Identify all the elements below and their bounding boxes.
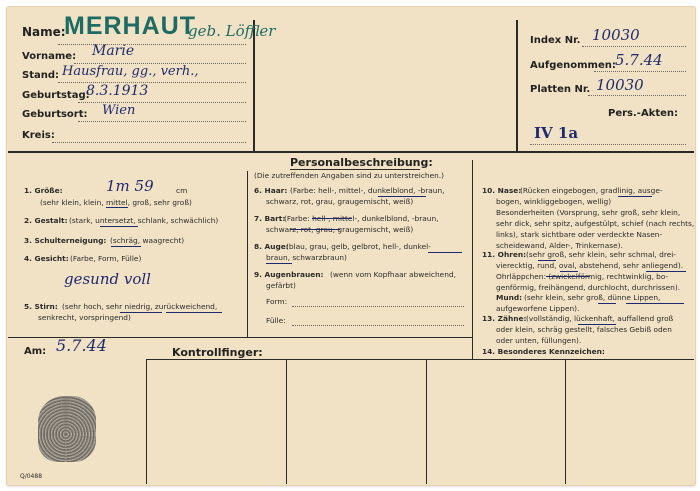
finger-col-2 bbox=[286, 359, 287, 484]
item-10-line-6: scheidewand, Alder-, Trinkernase). bbox=[496, 241, 623, 250]
name-label: Name: bbox=[22, 25, 66, 39]
item-10-line-5: links), stark sichtbare oder verdeckte Nasen- bbox=[496, 230, 663, 239]
item-7-label: 7. Bart: bbox=[254, 214, 286, 223]
underline-dunkelbraun-2 bbox=[266, 263, 292, 264]
underline-sehr-niedrig bbox=[120, 312, 162, 313]
underline-oval bbox=[560, 271, 578, 272]
item-6-label: 6. Haar: bbox=[254, 186, 288, 195]
underline-untersetzt bbox=[100, 226, 138, 227]
item-7-line-1: (Farbe: hell-, mittel-, dunkelblond, -braun, bbox=[284, 214, 439, 223]
item-3-label: 3. Schulterneigung: bbox=[24, 236, 107, 245]
item-1-label: 1. Größe: bbox=[24, 186, 63, 195]
item-13-line-1: (vollständig, lückenhaft, auffallend groß bbox=[526, 314, 674, 323]
item-2-options: (stark, untersetzt, schlank, schwächlich) bbox=[69, 216, 219, 225]
item-13-line-2: oder klein, schräg gestellt, falsches Gebiß oden bbox=[496, 325, 672, 334]
underline-anliegend bbox=[646, 271, 686, 272]
kreis-line bbox=[52, 142, 246, 143]
divider-desc-vertical-2 bbox=[472, 160, 473, 360]
platten-label: Platten Nr. bbox=[530, 84, 591, 95]
item-11-line-4: genförmig, freihängend, durchlocht, durchrissen). bbox=[496, 283, 681, 292]
finger-col-3 bbox=[426, 359, 427, 484]
item-14-label: 14. Besonderes Kennzeichen: bbox=[482, 347, 605, 356]
index-line bbox=[582, 46, 686, 47]
divider-finger-top bbox=[146, 359, 694, 360]
personal-description-title: Personalbeschreibung: bbox=[290, 156, 433, 169]
geburtsort-label: Geburtsort: bbox=[22, 109, 88, 120]
item-13-label: 13. Zähne: bbox=[482, 314, 527, 323]
item-8-line-2: braun, schwarzbraun) bbox=[266, 253, 347, 262]
item-9-line-1: (wenn vom Kopfhaar abweichend, bbox=[330, 270, 456, 279]
item-5-line-1: (sehr hoch, sehr niedrig, zurückweichend, bbox=[62, 302, 218, 311]
item-13-line-3: oder unten, füllungen). bbox=[496, 336, 582, 345]
name-stamp: MERHAUT bbox=[64, 12, 196, 40]
pers-akten-line bbox=[530, 144, 686, 145]
kreis-label: Kreis: bbox=[22, 130, 55, 141]
geburtsort-handwriting: Wien bbox=[102, 103, 136, 118]
item-7-line-2: schwarz, rot, grau, graugemischt, weiß) bbox=[266, 225, 414, 234]
item-9-label: 9. Augenbrauen: bbox=[254, 270, 324, 279]
pers-akten-label: Pers.-Akten: bbox=[608, 108, 679, 119]
underline-gross bbox=[538, 260, 556, 261]
title-underline bbox=[290, 169, 420, 170]
item-1-unit: cm bbox=[176, 186, 188, 195]
item-10-line-3: Besonderheiten (Vorsprung, sehr groß, sehr klein, bbox=[496, 208, 681, 217]
fingerprint-image bbox=[38, 396, 96, 462]
aufgenommen-label: Aufgenommen: bbox=[530, 60, 616, 71]
underline-dunkelblond bbox=[378, 196, 426, 197]
platten-handwriting: 10030 bbox=[596, 76, 644, 94]
divider-desc-vertical-1 bbox=[247, 171, 248, 337]
item-10-label: 10. Nase: bbox=[482, 186, 522, 195]
index-label: Index Nr. bbox=[530, 35, 581, 46]
strike-bart-2 bbox=[290, 229, 340, 230]
item-12-line-2: aufgeworfene Lippen). bbox=[496, 304, 580, 313]
item-10-line-1: (Rücken eingebogen, gradlinig, ausge- bbox=[520, 186, 663, 195]
item-2-label: 2. Gestalt: bbox=[24, 216, 68, 225]
underline-duenne-lippen bbox=[626, 303, 684, 304]
item-11-line-3: Ohrläppchen: (zwickelförmig, rechtwinklig, bo- bbox=[496, 272, 669, 281]
aufgenommen-line bbox=[594, 71, 686, 72]
platten-line bbox=[588, 95, 686, 96]
underline-angewachsen bbox=[546, 276, 590, 277]
pers-akten-handwriting: IV 1a bbox=[534, 124, 579, 142]
geburtstag-label: Geburtstag: bbox=[22, 90, 90, 101]
stand-label: Stand: bbox=[22, 70, 60, 81]
item-11-line-2: vierecktig, rund, oval, abstehend, sehr anliegend). bbox=[496, 261, 684, 270]
item-4-options: (Farbe, Form, Fülle) bbox=[70, 254, 142, 263]
item-6-line-2: schwarz, rot, grau, graugemischt, weiß) bbox=[266, 197, 414, 206]
item-1-handwriting: 1m 59 bbox=[106, 177, 154, 195]
geburtsort-line bbox=[78, 121, 246, 122]
item-3-options: (schräg, waagrecht) bbox=[110, 236, 185, 245]
kontrollfinger-label: Kontrollfinger: bbox=[172, 346, 263, 359]
item-8-line-1: (blau, grau, gelb, gelbrot, hell-, dunkel- bbox=[286, 242, 431, 251]
underline-lueckenhaft bbox=[578, 324, 616, 325]
form-code: Q/0488 bbox=[20, 473, 43, 480]
item-9-form: Form: bbox=[266, 297, 288, 306]
item-11-label: 11. Ohren: bbox=[482, 250, 527, 259]
item-10-line-2: bogen, winkliggebogen, wellig) bbox=[496, 197, 612, 206]
item-9-line-2: gefärbt) bbox=[266, 281, 296, 290]
vorname-handwriting: Marie bbox=[92, 43, 135, 59]
item-12-line-1: (sehr klein, sehr groß, dünne Lippen, bbox=[524, 293, 661, 302]
item-6-line-1: (Farbe: hell-, mittel-, dunkelblond, -braun, bbox=[290, 186, 445, 195]
item-4-handwriting: gesund voll bbox=[64, 270, 151, 288]
divider-top-horizontal bbox=[8, 151, 694, 153]
underline-schraeg bbox=[111, 246, 141, 247]
item-9-form-line bbox=[292, 306, 464, 307]
item-8-label: 8. Auge: bbox=[254, 242, 289, 251]
name-line bbox=[58, 44, 246, 45]
underline-dunkelbraun-1 bbox=[428, 252, 462, 253]
item-9-fulle-line bbox=[292, 325, 464, 326]
item-5-label: 5. Stirn: bbox=[24, 302, 58, 311]
underline-mittel bbox=[106, 207, 128, 208]
item-5-line-2: senkrecht, vorspringend) bbox=[38, 313, 131, 322]
vorname-label: Vorname: bbox=[22, 51, 77, 62]
aufgenommen-handwriting: 5.7.44 bbox=[615, 51, 663, 69]
geburtstag-handwriting: 8.3.1913 bbox=[86, 83, 149, 99]
item-1-options: (sehr klein, klein, mittel, groß, sehr groß) bbox=[40, 198, 192, 207]
item-10-line-4: sehr dick, sehr spitz, aufgestülpt, schief (nach rechts, bbox=[496, 219, 695, 228]
am-handwriting: 5.7.44 bbox=[56, 336, 107, 355]
right-box-left-border bbox=[516, 20, 518, 152]
am-label: Am: bbox=[24, 346, 47, 357]
item-9-fulle: Fülle: bbox=[266, 316, 286, 325]
index-handwriting: 10030 bbox=[592, 26, 640, 44]
item-4-label: 4. Gesicht: bbox=[24, 254, 69, 263]
finger-col-1 bbox=[146, 359, 147, 484]
personal-description-subtitle: (Die zutreffenden Angaben sind zu unterstreichen.) bbox=[254, 171, 445, 180]
item-11-line-1: (sehr groß, sehr klein, sehr schmal, drei- bbox=[526, 250, 676, 259]
item-12-label: Mund: bbox=[496, 293, 523, 302]
name-maiden-handwriting: geb. Löffler bbox=[188, 22, 276, 40]
underline-zurueckweichend bbox=[166, 312, 222, 313]
stand-handwriting: Hausfrau, gg., verh., bbox=[62, 64, 199, 79]
underline-gradlinig bbox=[618, 196, 652, 197]
finger-col-4 bbox=[565, 359, 566, 484]
underline-gross-mund bbox=[598, 303, 616, 304]
strike-bart-1 bbox=[312, 218, 352, 219]
